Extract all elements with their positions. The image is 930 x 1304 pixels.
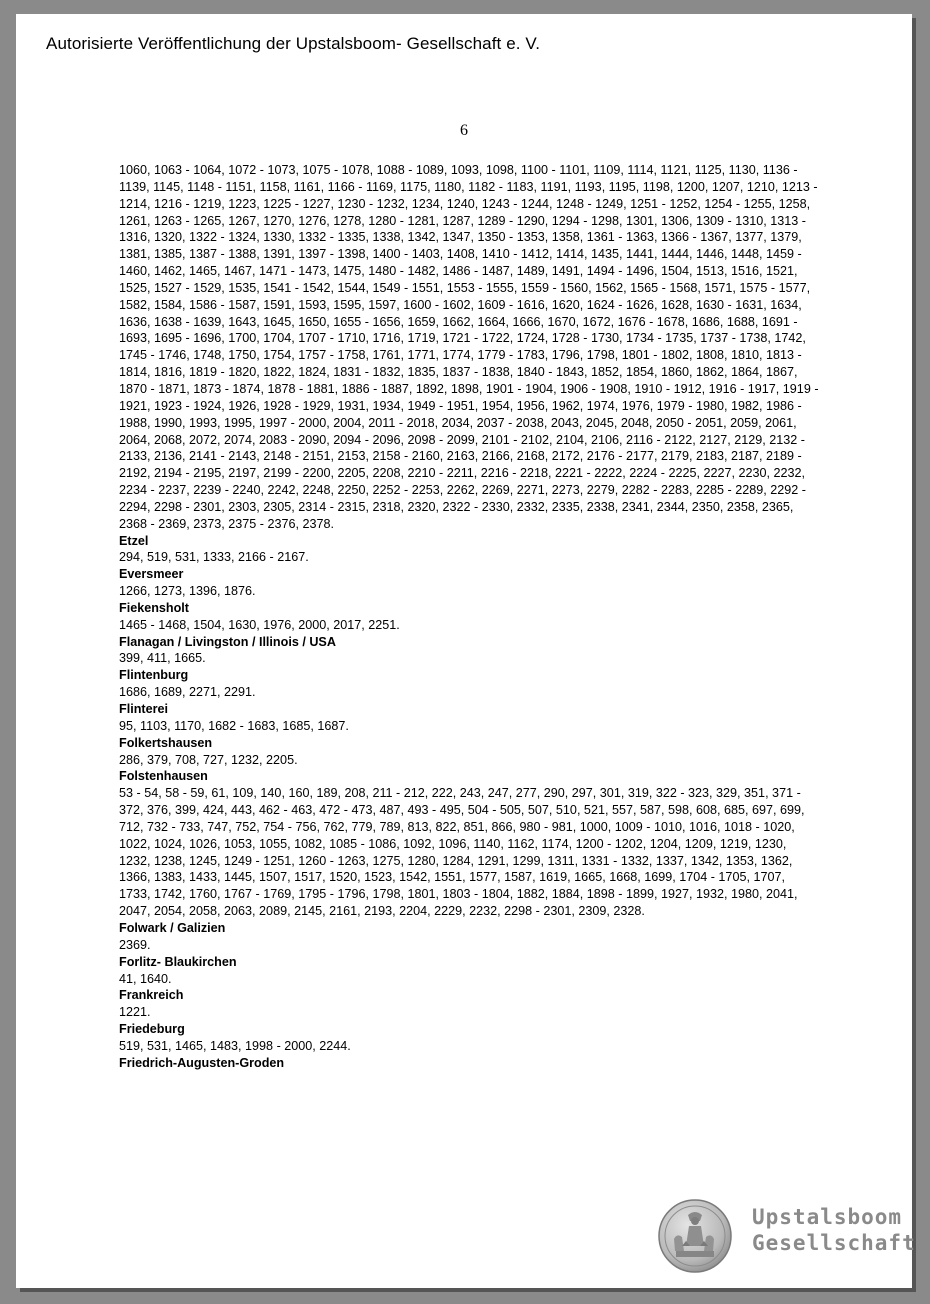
page-number: 6 — [460, 122, 468, 139]
entry-title: Flanagan / Livingston / Illinois / USA — [119, 634, 336, 649]
continued-references: 1060, 1063 - 1064, 1072 - 1073, 1075 - 1078, 1088 - 1089, 1093, 1098, 1100 - 1101, 1109, 1114, 1121, 1125, 1130, 1136 - 1139, 1145, 1148 - 1151, 1158, 1161, 1166 - 1169, 1175, 1180, 1182 - 1183, 1191, 1193, 1195, 1198, 1200, 1207, 1210, 1213 - 1214, 1216 - 1219, 1223, 1225 - 1227, 1230 - 1232, 1234, 1240, 1243 - 1244, 1248 - 1249, 1251 - 1252, 1254 - 1255, 1258, 1261, 1263 - 1265, 1267, 1270, 1276, 1278, 1280 - 1281, 1287, 1289 - 1290, 1294 - 1298, 1301, 1306, 1309 - 1310, 1313 - 1316, 1320, 1322 - 1324, 1330, 1332 - 1335, 1338, 1342, 1347, 1350 - 1353, 1358, 1361 - 1363, 1366 - 1367, 1377, 1379, 1381, 1385, 1387 - 1388, 1391, 1397 - 1398, 1400 - 1403, 1408, 1410 - 1412, 1414, 1435, 1441, 1444, 1446, 1448, 1459 - 1460, 1462, 1465, 1467, 1471 - 1473, 1475, 1480 - 1482, 1486 - 1487, 1489, 1491, 1494 - 1496, 1504, 1513, 1516, 1521, 1525, 1527 - 1529, 1535, 1541 - 1542, 1544, 1549 - 1551, 1553 - 1555, 1559 - 1560, 1562, 1565 - 1568, 1571, 1575 - 1577, 1582, 1584, 1586 - 1587, 1591, 1593, 1595, 1597, 1600 - 1602, 1609 - 1616, 1620, 1624 - 1626, 1628, 1630 - 1631, 1634, 1636, 1638 - 1639, 1643, 1645, 1650, 1655 - 1656, 1659, 1662, 1664, 1666, 1670, 1672, 1676 - 1678, 1686, 1688, 1691 - 1693, 1695 - 1696, 1700, 1704, 1707 - 1710, 1716, 1719, 1721 - 1722, 1724, 1728 - 1730, 1734 - 1735, 1737 - 1738, 1742, 1745 - 1746, 1748, 1750, 1754, 1757 - 1758, 1761, 1771, 1774, 1779 - 1783, 1796, 1798, 1801 - 1802, 1808, 1810, 1813 - 1814, 1816, 1819 - 1820, 1822, 1824, 1831 - 1832, 1835, 1837 - 1838, 1840 - 1843, 1852, 1854, 1860, 1862, 1864, 1867, 1870 - 1871, 1873 - 1874, 1878 - 1881, 1886 - 1887, 1892, 1898, 1901 - 1904, 1906 - 1908, 1910 - 1912, 1916 - 1917, 1919 - 1921, 1923 - 1924, 1926, 1928 - 1929, 1931, 1934, 1949 - 1951, 1954, 1956, 1962, 1974, 1976, 1979 - 1980, 1982, 1986 - 1988, 1990, 1993, 1995, 1997 - 2000, 2004, 2011 - 2018, 2034, 2037 - 2038, 2043, 2045, 2048, 2050 - 2051, 2059, 2061, 2064, 2068, 2072, 2074, 2083 - 2090, 2094 - 2096, 2098 - 2099, 2101 - 2102, 2104, 2106, 2116 - 2122, 2127, 2129, 2132 - 2133, 2136, 2141 - 2143, 2148 - 2151, 2153, 2158 - 2160, 2163, 2166, 2168, 2172, 2176 - 2177, 2179, 2183, 2187, 2189 - 2192, 2194 - 2195, 2197, 2199 - 2200, 2205, 2208, 2210 - 2211, 2216 - 2218, 2221 - 2222, 2224 - 2225, 2227, 2230, 2232, 2234 - 2237, 2239 - 2240, 2242, 2248, 2250, 2252 - 2253, 2262, 2269, 2271, 2273, 2279, 2282 - 2283, 2285 - 2289, 2292 - 2294, 2298 - 2301, 2303, 2305, 2314 - 2315, 2318, 2320, 2322 - 2330, 2332, 2335, 2338, 2341, 2344, 2350, 2358, 2365, 2368 - 2369, 2373, 2375 - 2376, 2378. — [119, 163, 819, 531]
entry-references: 399, 411, 1665. — [119, 651, 206, 666]
entry-title: Eversmeer — [119, 567, 184, 582]
document-page — [16, 14, 916, 1288]
entry-title: Etzel — [119, 533, 149, 548]
entry-title: Folwark / Galizien — [119, 920, 226, 935]
entry-references: 286, 379, 708, 727, 1232, 2205. — [119, 752, 298, 767]
society-logo — [658, 1199, 916, 1279]
index-content — [119, 162, 819, 1072]
entry-title: Folkertshausen — [119, 735, 213, 750]
entry-references: 519, 531, 1465, 1483, 1998 - 2000, 2244. — [119, 1038, 351, 1053]
logo-text-line2: Gesellschaft — [752, 1231, 916, 1255]
entry-title: Flinterei — [119, 702, 168, 716]
entry-references: 2369. — [119, 937, 151, 952]
entry-title: Folstenhausen — [119, 769, 208, 784]
entry-title: Friedrich-Augusten-Groden — [119, 1055, 285, 1070]
entry-references: 1266, 1273, 1396, 1876. — [119, 584, 256, 599]
index-entries — [119, 533, 819, 1072]
entry-references: 53 - 54, 58 - 59, 61, 109, 140, 160, 189, 208, 211 - 212, 222, 243, 247, 277, 290, 297, 301, 319, 322 - 323, 329, 351, 371 - 372, 376, 399, 424, 443, 462 - 463, 472 - 473, 487, 493 - 495, 504 - 505, 507, 510, 521, 557, 587, 598, 608, 685, 697, 699, 712, 732 - 733, 747, 752, 754 - 756, 762, 779, 789, 813, 822, 851, 866, 980 - 981, 1000, 1009 - 1010, 1016, 1018 - 1020, 1022, 1024, 1026, 1053, 1055, 1082, 1085 - 1086, 1092, 1096, 1140, 1162, 1174, 1200 - 1202, 1204, 1209, 1219, 1230, 1232, 1238, 1245, 1249 - 1251, 1260 - 1263, 1275, 1280, 1284, 1291, 1299, 1311, 1331 - 1332, 1337, 1342, 1353, 1362, 1366, 1383, 1433, 1445, 1507, 1517, 1520, 1523, 1542, 1551, 1577, 1587, 1619, 1665, 1668, 1699, 1704 - 1705, 1707, 1733, 1742, 1760, 1767 - 1769, 1795 - 1796, 1798, 1801, 1803 - 1804, 1882, 1884, 1898 - 1899, 1927, 1932, 1980, 2041, 2047, 2054, 2058, 2063, 2089, 2145, 2161, 2193, 2204, 2229, 2232, 2298 - 2301, 2309, 2328. — [119, 786, 805, 919]
entry-references: 1221. — [119, 1005, 151, 1020]
entry-references: 294, 519, 531, 1333, 2166 - 2167. — [119, 550, 309, 565]
entry-references: 1465 - 1468, 1504, 1630, 1976, 2000, 2017, 2251. — [119, 617, 400, 632]
entry-title: Frankreich — [119, 988, 184, 1003]
logo-text-line1: Upstalsboom — [752, 1205, 903, 1229]
entry-references: 95, 1103, 1170, 1682 - 1683, 1685, 1687. — [119, 718, 349, 733]
entry-title: Friedeburg — [119, 1022, 185, 1037]
header-title: Autorisierte Veröffentlichung der Upstalsboom- Gesellschaft e. V. — [46, 34, 541, 53]
entry-references: 1686, 1689, 2271, 2291. — [119, 685, 256, 700]
entry-references: 41, 1640. — [119, 971, 172, 986]
seal-icon — [658, 1199, 732, 1273]
entry-title: Forlitz- Blaukirchen — [119, 954, 237, 969]
entry-title: Fiekensholt — [119, 600, 189, 615]
entry-title: Flintenburg — [119, 668, 189, 683]
